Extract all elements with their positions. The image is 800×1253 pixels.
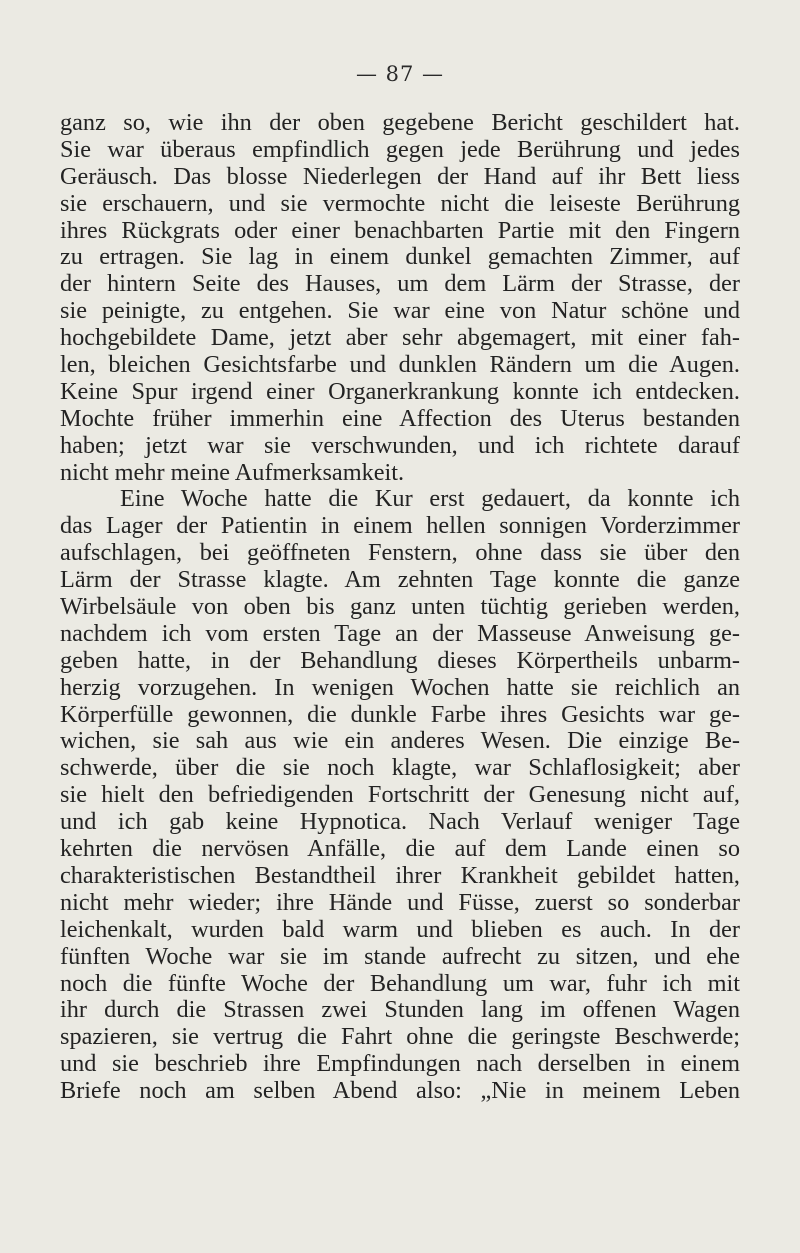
body-text: [60, 110, 740, 1105]
text-line: und ich gab keine Hypnotica. Nach Verlauf weniger Tage: [60, 808, 740, 836]
text-line: fünften Woche war sie im stande aufrecht zu sitzen, und ehe: [60, 942, 740, 970]
text-line: leichenkalt, wurden bald warm und blieben es auch. In der: [60, 915, 740, 943]
text-line: herzig vorzugehen. In wenigen Wochen hatte sie reichlich an: [60, 673, 740, 701]
text-line: spazieren, sie vertrug die Fahrt ohne die geringste Beschwerde;: [60, 1023, 740, 1051]
text-line: len, bleichen Gesichtsfarbe und dunklen Rändern um die Augen.: [60, 351, 740, 379]
text-line: sie peinigte, zu entgehen. Sie war eine von Natur schöne und: [60, 297, 740, 325]
text-line: aufschlagen, bei geöffneten Fenstern, ohne dass sie über den: [60, 539, 740, 567]
text-line: Sie war überaus empfindlich gegen jede Berührung und jedes: [60, 135, 740, 163]
text-line: Geräusch. Das blosse Niederlegen der Hand auf ihr Bett liess: [60, 162, 740, 190]
text-line: zu ertragen. Sie lag in einem dunkel gemachten Zimmer, auf: [60, 243, 740, 271]
text-line: geben hatte, in der Behandlung dieses Körpertheils unbarm-: [60, 646, 740, 674]
text-line: das Lager der Patientin in einem hellen sonnigen Vorderzimmer: [60, 512, 740, 540]
text-line: Körperfülle gewonnen, die dunkle Farbe ihres Gesichts war ge-: [60, 700, 740, 728]
text-line: Lärm der Strasse klagte. Am zehnten Tage konnte die ganze: [60, 566, 740, 594]
text-line: sie hielt den befriedigenden Fortschritt der Genesung nicht auf,: [60, 781, 740, 809]
text-line: Mochte früher immerhin eine Affection des Uterus bestanden: [60, 404, 740, 432]
text-line: schwerde, über die sie noch klagte, war Schlaflosigkeit; aber: [60, 754, 740, 782]
text-line: noch die fünfte Woche der Behandlung um war, fuhr ich mit: [60, 969, 740, 997]
text-line: der hintern Seite des Hauses, um dem Lärm der Strasse, der: [60, 270, 740, 298]
text-line: nachdem ich vom ersten Tage an der Masseuse Anweisung ge-: [60, 619, 740, 647]
text-line: ihr durch die Strassen zwei Stunden lang im offenen Wagen: [60, 996, 740, 1024]
text-line: Wirbelsäule von oben bis ganz unten tüchtig gerieben werden,: [60, 593, 740, 621]
text-line: Keine Spur irgend einer Organerkrankung konnte ich entdecken.: [60, 377, 740, 405]
text-line: hochgebildete Dame, jetzt aber sehr abgemagert, mit einer fah-: [60, 324, 740, 352]
text-line: ganz so, wie ihn der oben gegebene Bericht geschildert hat.: [60, 109, 740, 136]
text-line: sie erschauern, und sie vermochte nicht die leiseste Berührung: [60, 189, 740, 217]
text-line: nicht mehr meine Aufmerksamkeit.: [60, 458, 405, 486]
text-line: kehrten die nervösen Anfälle, die auf dem Lande einen so: [60, 835, 740, 863]
text-line: Briefe noch am selben Abend also: „Nie in meinem Leben: [60, 1077, 740, 1105]
text-line: charakteristischen Bestandtheil ihrer Krankheit gebildet hatten,: [60, 861, 740, 889]
text-line: und sie beschrieb ihre Empfindungen nach derselben in einem: [60, 1050, 740, 1078]
text-line: haben; jetzt war sie verschwunden, und ich richtete darauf: [60, 431, 740, 459]
paragraph-start-line: Eine Woche hatte die Kur erst gedauert, da konnte ich: [120, 485, 740, 513]
text-line: nicht mehr wieder; ihre Hände und Füsse, zuerst so sonderbar: [60, 888, 740, 916]
text-line: wichen, sie sah aus wie ein anderes Wesen. Die einzige Be-: [60, 727, 740, 755]
page-number: — 87 —: [355, 62, 445, 86]
text-line: ihres Rückgrats oder einer benachbarten Partie mit den Fingern: [60, 216, 740, 244]
